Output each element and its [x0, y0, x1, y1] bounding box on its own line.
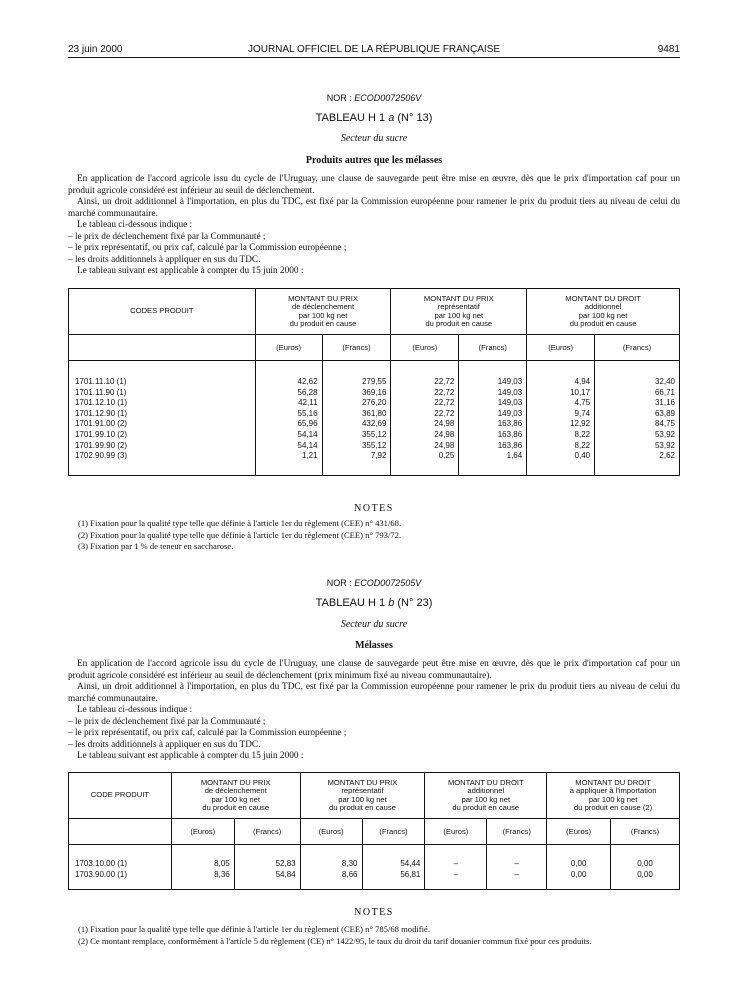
table-cell-value: 22,72 [434, 408, 455, 418]
group-header: MONTANT DU DROIT à appliquer à l'importation par 100 kg net du produit en cause (2) [547, 773, 680, 819]
product-heading: Produits autres que les mélasses [305, 155, 443, 166]
table-row-code: 1702.90.99 (3) [75, 451, 128, 461]
codes-cell [69, 845, 172, 890]
nor-code: ECOD0072506V [354, 93, 422, 103]
unit-header: (Euros) [547, 819, 611, 845]
table-cell-value: 66,71 [654, 387, 675, 397]
table-cell-value: 22,72 [434, 377, 455, 386]
table-row-code: 1701.91.00 (2) [75, 419, 128, 429]
values-column [595, 361, 680, 476]
table-cell-value: 276,20 [361, 398, 387, 408]
table-cell-value: 8,66 [341, 869, 358, 879]
values-column [459, 361, 527, 476]
unit-header: (Francs) [322, 335, 391, 361]
table-cell-value: 0,00 [637, 859, 653, 868]
values-column [611, 845, 680, 890]
values-column [362, 845, 425, 890]
group-header: MONTANT DU PRIX de déclenchement par 100 kg net du produit en cause [171, 773, 300, 819]
note-item: (2) Ce montant remplace, conformément à l'article 5 du règlement (CE) n° 1422/95, le taux du droit du tarif douanier commun fixé pour ces produits. [78, 935, 592, 946]
table-cell-value: 54,84 [275, 869, 296, 879]
table-cell-value: 8,22 [574, 429, 591, 439]
notes-heading: NOTES [354, 503, 394, 514]
sector-label: Secteur du sucre [340, 133, 408, 144]
table-cell-value: 163,86 [497, 429, 523, 439]
unit-header: (Francs) [595, 335, 680, 361]
table-cell-value: 56,81 [400, 869, 421, 879]
unit-header: (Euros) [171, 819, 234, 845]
table-cell-value: 32,40 [654, 377, 675, 386]
unit-header: (Francs) [459, 335, 527, 361]
table-cell-value: 84,75 [654, 419, 675, 429]
table-cell-value: 1,64 [506, 451, 523, 461]
unit-header: (Francs) [362, 819, 425, 845]
values-column [234, 845, 300, 890]
product-heading: Mélasses [355, 640, 393, 651]
table-cell-value: 54,14 [297, 440, 318, 450]
table-cell-value: 149,03 [497, 408, 523, 418]
table-cell-value: – [453, 869, 459, 879]
group-header: MONTANT DU DROIT additionnel par 100 kg net du produit en cause [527, 289, 680, 335]
header-rule [68, 57, 680, 58]
table-row-code: 1701.11.10 (1) [75, 377, 127, 386]
values-column [391, 361, 459, 476]
notes-heading: NOTES [354, 907, 394, 918]
table-cell-value: 7,92 [370, 451, 387, 461]
unit-blank [69, 819, 172, 845]
group-header: MONTANT DU PRIX représentatif par 100 kg net du produit en cause [391, 289, 527, 335]
sector-label: Secteur du sucre [340, 619, 408, 630]
table-row-code: 1701.12.90 (1) [75, 408, 128, 418]
values-column [487, 845, 547, 890]
unit-header: (Francs) [487, 819, 547, 845]
table-cell-value: 31,16 [654, 398, 675, 408]
table-cell-value: 8,30 [341, 859, 358, 868]
values-column [300, 845, 362, 890]
table-cell-value: 1,21 [301, 451, 318, 461]
journal-title: JOURNAL OFFICIEL DE LA RÉPUBLIQUE FRANÇAISE [247, 44, 501, 55]
column-header-codes: CODES PRODUIT [69, 289, 256, 335]
table-cell-value: 8,22 [574, 440, 591, 450]
table-row-code: 1701.11.90 (1) [75, 387, 127, 397]
table-cell-value: 361,80 [361, 408, 387, 418]
unit-header: (Francs) [611, 819, 680, 845]
table-cell-value: – [514, 859, 519, 868]
table-cell-value: 163,86 [497, 440, 523, 450]
table-row-code: 1703.10.00 (1) [75, 859, 128, 868]
unit-header: (Euros) [527, 335, 595, 361]
nor-reference: NOR : ECOD0072506V [326, 93, 422, 103]
table-cell-value: 24,98 [434, 440, 455, 450]
table-cell-value: 355,12 [361, 429, 387, 439]
values-column [171, 845, 234, 890]
table-cell-value: 42,11 [298, 398, 318, 408]
table-cell-value: 4,94 [574, 377, 591, 386]
table-cell-value: 8,36 [214, 869, 230, 879]
note-item: (1) Fixation pour la qualité type telle que définie à l'article 1er du règlement (CEE) n° 785/68 modifié. [78, 924, 430, 934]
table-row-code: 1701.99.90 (2) [75, 440, 128, 450]
note-item: (2) Fixation pour la qualité type telle que définie à l'article 1er du règlement (CEE) n° 793/72. [78, 529, 402, 540]
table-cell-value: – [514, 869, 519, 879]
price-table [68, 288, 680, 476]
table-cell-value: 22,72 [434, 387, 455, 397]
table-cell-value: 163,86 [497, 419, 523, 429]
note-item: (1) Fixation pour la qualité type telle que définie à l'article 1er du règlement (CEE) n° 431/68. [78, 518, 402, 528]
values-column [425, 845, 487, 890]
unit-header: (Euros) [391, 335, 459, 361]
table-cell-value: 53,92 [654, 429, 675, 439]
unit-header: (Euros) [255, 335, 322, 361]
table-title: TABLEAU H 1 b (N° 23) [315, 597, 433, 609]
table-cell-value: 24,98 [434, 419, 455, 429]
group-header: MONTANT DU DROIT additionnel par 100 kg net du produit en cause [425, 773, 547, 819]
values-column [547, 845, 611, 890]
table-cell-value: 54,14 [297, 429, 318, 439]
table-cell-value: 65,96 [297, 419, 318, 429]
table-cell-value: 24,98 [434, 429, 455, 439]
table-cell-value: 53,92 [654, 440, 675, 450]
page-number: 9481 [657, 44, 680, 55]
table-cell-value: 355,12 [361, 440, 387, 450]
nor-reference: NOR : ECOD0072505V [326, 578, 422, 588]
notes-list [78, 518, 401, 553]
unit-header: (Francs) [234, 819, 300, 845]
table-cell-value: 149,03 [497, 398, 523, 408]
table-cell-value: 22,72 [434, 398, 455, 408]
table-cell-value: 0,00 [570, 869, 587, 879]
nor-code: ECOD0072505V [354, 578, 422, 588]
table-cell-value: 0,00 [570, 859, 587, 868]
codes-cell [69, 361, 256, 476]
values-column [527, 361, 595, 476]
intro-text: En application de l'accord agricole issu du cycle de l'Uruguay, une clause de sauvegarde peut être mise en œuvre, dès que le prix d'importation caf pour un produit agricole considéré est inférieur au seuil de déclenchement (prix minimum fixé au niveau communautaire). Ainsi, un droit additionnel à l'importation, en plus du TDC, est fixé par la Commission européenne pour ramener le prix du produit tiers au niveau de celui du marché communautaire. Le tableau ci-dessous indique : – le prix de déclenchement fixé par la Communauté ; – le prix représentatif, ou prix caf, calculé par la Commission européenne ; – les droits additionnels à appliquer en sus du TDC. Le tableau suivant est applicable à compter du 15 juin 2000 : [68, 659, 680, 761]
table-cell-value: 54,44 [400, 859, 421, 868]
group-header: MONTANT DU PRIX de déclenchement par 100 kg net du produit en cause [255, 289, 391, 335]
table-cell-value: 0,00 [637, 869, 653, 879]
table-cell-value: 42,62 [297, 377, 318, 386]
table-cell-value: 0,25 [438, 451, 455, 461]
group-header: MONTANT DU PRIX représentatif par 100 kg net du produit en cause [300, 773, 425, 819]
table-cell-value: 2,62 [659, 451, 675, 461]
intro-text: En application de l'accord agricole issu du cycle de l'Uruguay, une clause de sauvegarde peut être mise en œuvre, dès que le prix d'importation caf pour un produit agricole considéré est inférieur au seuil de déclenchement. Ainsi, un droit additionnel à l'importation, en plus du TDC, est fixé par la Commission européenne pour ramener le prix du produit tiers au niveau de celui du marché communautaire. Le tableau ci-dessous indique : – le prix de déclenchement fixé par la Communauté ; – le prix représentatif, ou prix caf, calculé par la Commission européenne ; – les droits additionnels à appliquer en sus du TDC. Le tableau suivant est applicable à compter du 15 juin 2000 : [68, 174, 680, 276]
table-title: TABLEAU H 1 a (N° 13) [315, 112, 433, 124]
table-cell-value: 0,40 [574, 451, 591, 461]
unit-header: (Euros) [425, 819, 487, 845]
notes-list [68, 924, 668, 947]
price-table [68, 772, 680, 890]
unit-header: (Euros) [300, 819, 362, 845]
table-cell-value: 63,89 [654, 408, 675, 418]
table-cell-value: 52,83 [275, 859, 296, 868]
unit-blank [69, 335, 256, 361]
values-column [322, 361, 391, 476]
table-row-code: 1701.99.10 (2) [75, 429, 128, 439]
table-row-code: 1703.90.00 (1) [75, 869, 128, 879]
header-date: 23 juin 2000 [68, 44, 123, 55]
table-cell-value: 149,03 [497, 377, 523, 386]
table-cell-value: 8,05 [214, 859, 230, 868]
table-cell-value: 56,28 [297, 387, 318, 397]
table-cell-value: 9,74 [574, 408, 591, 418]
table-cell-value: 10,17 [570, 387, 591, 397]
table-cell-value: 4,75 [574, 398, 591, 408]
column-header-code: CODE PRODUIT [69, 773, 172, 819]
table-row-code: 1701.12.10 (1) [75, 398, 128, 408]
note-item: (3) Fixation par 1 % de teneur en saccharose. [78, 541, 234, 551]
table-cell-value: – [453, 859, 459, 868]
table-cell-value: 369,16 [361, 387, 387, 397]
table-cell-value: 149,03 [497, 387, 523, 397]
values-column [255, 361, 322, 476]
table-cell-value: 12,92 [570, 419, 591, 429]
table-cell-value: 432,69 [361, 419, 387, 429]
table-cell-value: 279,55 [361, 377, 387, 386]
table-cell-value: 55,16 [297, 408, 318, 418]
